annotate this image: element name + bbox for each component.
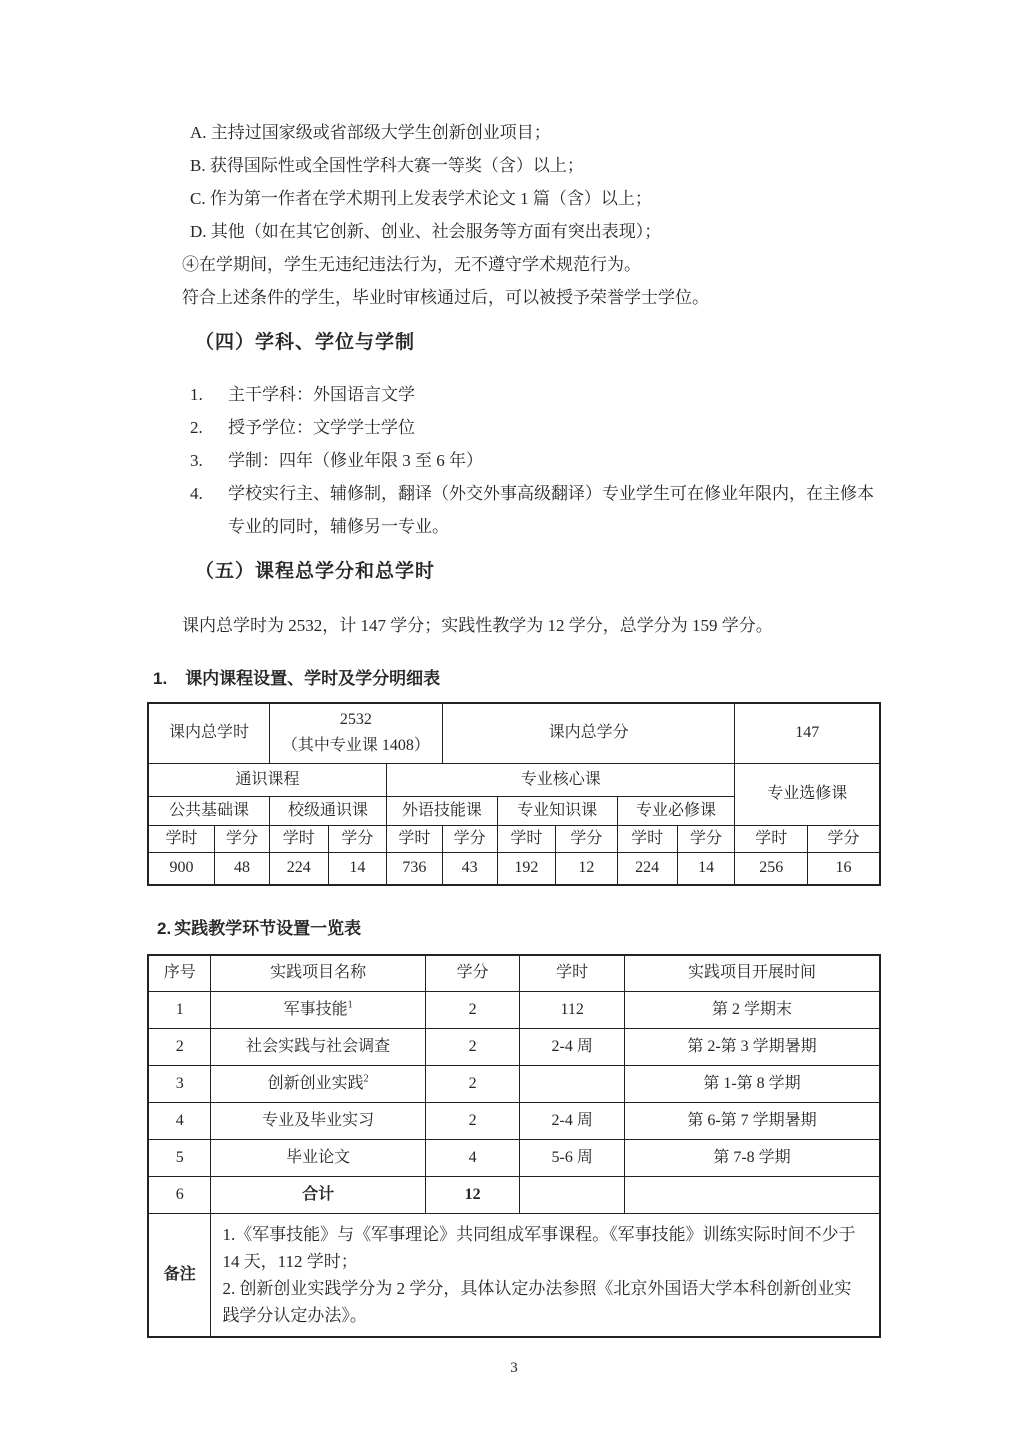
page-number: 3 — [510, 1359, 518, 1376]
time-cell — [625, 1176, 881, 1213]
credits-cell: 2 — [425, 1102, 519, 1139]
list-item — [147, 378, 881, 411]
total-hours-value: 2532 — [339, 711, 372, 729]
value-cell: 48 — [215, 852, 270, 885]
subgroup-cell: 专业知识课 — [497, 796, 617, 825]
table1-group-row — [148, 763, 880, 796]
hours-cell: 2-4 周 — [520, 1028, 625, 1065]
table-row — [148, 1028, 880, 1065]
header-cell: 学分 — [425, 955, 519, 991]
total-credits-value-cell: 147 — [735, 703, 880, 763]
note-body-cell — [211, 1213, 880, 1337]
table2-header-row — [148, 955, 880, 991]
value-cell: 224 — [617, 852, 677, 885]
row-number-cell: 1 — [148, 991, 211, 1028]
header-cell: 实践项目开展时间 — [625, 955, 881, 991]
row-number-cell: 2 — [148, 1028, 211, 1065]
hours-header-cell: 学时 — [497, 825, 556, 852]
hours-cell — [520, 1176, 625, 1213]
honors-criteria-list — [147, 116, 881, 314]
criteria-conclusion: 符合上述条件的学生，毕业时审核通过后，可以被授予荣誉学士学位。 — [182, 288, 709, 307]
note-line-1: 1.《军事技能》与《军事理论》共同组成军事课程。《军事技能》训练实际时间不少于 14 天，112 学时； — [222, 1224, 856, 1271]
value-cell: 12 — [556, 852, 617, 885]
criteria-line-4: ④在学期间，学生无违纪违法行为，无不遵守学术规范行为。 — [182, 255, 641, 274]
list-item-number: 1. — [190, 385, 203, 404]
list-item-number: 4. — [190, 484, 203, 503]
subgroup-cell: 校级通识课 — [270, 796, 387, 825]
credits-cell: 4 — [425, 1139, 519, 1176]
header-cell: 序号 — [148, 955, 211, 991]
credits-header-cell: 学分 — [807, 825, 880, 852]
section-heading-5: （五）课程总学分和总学时 — [195, 561, 436, 582]
total-hours-label-cell: 课内总学时 — [148, 703, 270, 763]
value-cell: 16 — [807, 852, 880, 885]
row-number-cell: 3 — [148, 1065, 211, 1102]
credits-header-cell: 学分 — [442, 825, 497, 852]
row-number-cell: 6 — [148, 1176, 211, 1213]
section4-list — [147, 378, 881, 543]
list-item-text: 学校实行主、辅修制，翻译（外交外事高级翻译）专业学生可在修业年限内，在主修本专业的同时，辅修另一专业。 — [228, 484, 874, 536]
note-line-2: 2. 创新创业实践学分为 2 学分，具体认定办法参照《北京外国语大学本科创新创业实践学分认定办法》。 — [222, 1278, 852, 1325]
value-cell: 256 — [735, 852, 807, 885]
table1-values-row — [148, 852, 880, 885]
list-item — [147, 411, 881, 444]
hours-cell: 2-4 周 — [520, 1102, 625, 1139]
group-elective-cell: 专业选修课 — [735, 763, 880, 825]
course-hours-credits-table — [147, 702, 881, 886]
credits-cell: 2 — [425, 1065, 519, 1102]
time-cell: 第 7-8 学期 — [625, 1139, 881, 1176]
hours-cell — [520, 1065, 625, 1102]
value-cell: 43 — [442, 852, 497, 885]
row-number-cell: 4 — [148, 1102, 211, 1139]
total-credits-label-cell: 课内总学分 — [442, 703, 735, 763]
credits-cell: 2 — [425, 1028, 519, 1065]
practice-teaching-table — [147, 954, 881, 1338]
hours-header-cell: 学时 — [617, 825, 677, 852]
header-cell: 学时 — [520, 955, 625, 991]
hours-header-cell: 学时 — [735, 825, 807, 852]
subgroup-cell: 专业必修课 — [617, 796, 735, 825]
time-cell: 第 1-第 8 学期 — [625, 1065, 881, 1102]
criteria-line-c: C. 作为第一作者在学术期刊上发表学术论文 1 篇（含）以上； — [190, 189, 652, 208]
credits-header-cell: 学分 — [215, 825, 270, 852]
table2-title-text: 实践教学环节设置一览表 — [174, 919, 362, 938]
table-row — [148, 1102, 880, 1139]
value-cell: 736 — [387, 852, 443, 885]
hours-cell: 5-6 周 — [520, 1139, 625, 1176]
table1-totals-row — [148, 703, 880, 763]
hours-header-cell: 学时 — [148, 825, 215, 852]
project-name-cell: 毕业论文 — [211, 1139, 425, 1176]
list-item — [147, 444, 881, 477]
project-name-cell: 创新创业实践$^2$ — [211, 1065, 425, 1102]
table1-title — [147, 666, 881, 692]
list-item-number: 3. — [190, 451, 203, 470]
subgroup-cell: 公共基础课 — [148, 796, 270, 825]
credits-cell: 2 — [425, 991, 519, 1028]
note-label-cell: 备注 — [148, 1213, 211, 1337]
list-item-text: 授予学位：文学学士学位 — [228, 418, 415, 437]
total-hours-note: （其中专业课 1408） — [281, 737, 430, 755]
table1-unit-header-row — [148, 825, 880, 852]
table2-title-number: 2. — [157, 919, 172, 938]
project-name-cell: 专业及毕业实习 — [211, 1102, 425, 1139]
value-cell: 900 — [148, 852, 215, 885]
project-name-cell: 军事技能$^1$ — [211, 991, 425, 1028]
hours-header-cell: 学时 — [270, 825, 329, 852]
credits-header-cell: 学分 — [328, 825, 387, 852]
table-total-row — [148, 1176, 880, 1213]
list-item — [147, 477, 881, 543]
time-cell: 第 2 学期末 — [625, 991, 881, 1028]
total-hours-value-cell — [270, 703, 443, 763]
criteria-line-a: A. 主持过国家级或省部级大学生创新创业项目； — [190, 123, 551, 142]
value-cell: 14 — [677, 852, 735, 885]
footnote-marker: 1 — [347, 999, 353, 1011]
table-note-row — [148, 1213, 880, 1337]
total-label-cell: 合计 — [211, 1176, 425, 1213]
table2-title — [147, 916, 881, 942]
project-name-cell: 社会实践与社会调查 — [211, 1028, 425, 1065]
time-cell: 第 6-第 7 学期暑期 — [625, 1102, 881, 1139]
credits-summary: 课内总学时为 2532，计 147 学分；实践性教学为 12 学分，总学分为 159 学分。 — [182, 616, 773, 635]
page-content — [147, 116, 881, 1377]
table-row — [148, 1065, 880, 1102]
subgroup-cell: 外语技能课 — [387, 796, 498, 825]
credits-header-cell: 学分 — [556, 825, 617, 852]
table1-title-number: 1. — [153, 669, 168, 688]
list-item-number: 2. — [190, 418, 203, 437]
table-row — [148, 1139, 880, 1176]
value-cell: 224 — [270, 852, 329, 885]
hours-cell: 112 — [520, 991, 625, 1028]
hours-header-cell: 学时 — [387, 825, 443, 852]
value-cell: 192 — [497, 852, 556, 885]
criteria-line-b: B. 获得国际性或全国性学科大赛一等奖（含）以上； — [190, 156, 584, 175]
list-item-text: 主干学科：外国语言文学 — [228, 385, 415, 404]
header-cell: 实践项目名称 — [211, 955, 425, 991]
group-general-cell: 通识课程 — [148, 763, 387, 796]
row-number-cell: 5 — [148, 1139, 211, 1176]
credits-header-cell: 学分 — [677, 825, 735, 852]
time-cell: 第 2-第 3 学期暑期 — [625, 1028, 881, 1065]
section-heading-4: （四）学科、学位与学制 — [195, 332, 416, 353]
criteria-line-d: D. 其他（如在其它创新、创业、社会服务等方面有突出表现）； — [190, 222, 662, 241]
table1-title-text: 课内课程设置、学时及学分明细表 — [185, 669, 441, 688]
footnote-marker: 2 — [363, 1073, 369, 1085]
list-item-text: 学制：四年（修业年限 3 至 6 年） — [228, 451, 483, 470]
total-credits-cell: 12 — [425, 1176, 519, 1213]
value-cell: 14 — [328, 852, 387, 885]
table-row — [148, 991, 880, 1028]
group-core-cell: 专业核心课 — [387, 763, 735, 796]
